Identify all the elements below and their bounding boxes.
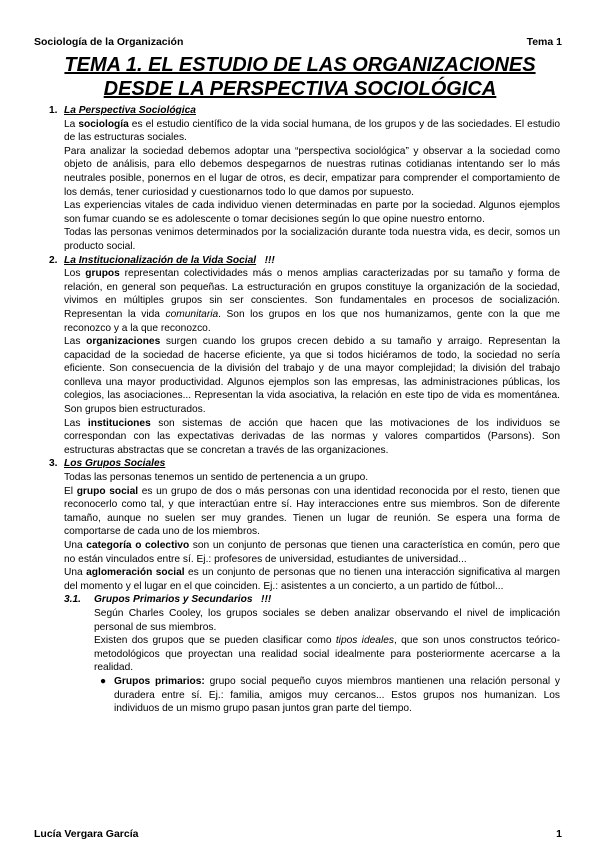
paragraph: Todas las personas tenemos un sentido de pertenencia a un grupo.: [64, 472, 369, 484]
section-label: La Institucionalización de la Vida Social: [64, 254, 257, 266]
page-title: [30, 53, 570, 101]
page-header: [34, 36, 562, 50]
paragraph: Existen dos grupos que se pueden clasificar como tipos ideales, que son unos constructos teórico-metodológicos que proyectan una realidad social idealmente para posteriormente acercarse a la realidad.: [94, 635, 560, 674]
paragraph: El grupo social es un grupo de dos o más personas con una identidad reconocida por el resto, tienen que reconocerlo como tal, y que interactúan entre sí. Hay interacciones entre sus miembros. Son de diferente tamaño, aunque no suelen ser muy grandes. Tienen un lugar de reunión. Se espera una forma de comportarse de cada uno de los miembros.: [64, 485, 561, 538]
footer-author: Lucía Vergara García: [34, 828, 139, 840]
paragraph: Las organizaciones surgen cuando los grupos crecen debido a su tamaño y arraigo. Representan la capacidad de la sociedad de hacerse eficiente, ya que si todos hiciéramos de todo, la sociedad no sería eficiente. Son consecuencia de la división del trabajo y de una mayor complejidad; la división del trabajo conlleva una mayor productividad. Algunos ejemplos son las empresas, las administraciones públicas, los colegios, las asociaciones... Representan la vida asociativa, la relación en este tipo de vida es momentánea. Son grupos bien estructurados.: [64, 336, 561, 416]
header-topic: Tema 1: [526, 36, 562, 48]
section-number: 2.: [49, 254, 58, 266]
bullet-item: ● Grupos primarios: grupo social pequeño cuyos miembros mantienen una relación personal y duradera entre sí. Ej.: familia, amigos muy cercanos... Estos grupos nos humanizan. Los individuos de un mismo grupo pasan juntos gran parte del tiempo.: [100, 675, 560, 715]
paragraph: Todas las personas venimos determinados por la socialización durante toda nuestra vida, es decir, somos un producto social.: [64, 227, 560, 252]
importance-mark: !!!: [264, 254, 275, 266]
subsection-number: 3.1.: [64, 594, 81, 606]
section-heading-2: [36, 254, 560, 268]
subsection-label: Grupos Primarios y Secundarios: [94, 594, 253, 606]
page-footer: [34, 828, 562, 842]
paragraph: Los grupos representan colectividades más o menos amplias caracterizadas por su tamaño y forma de relación, en general son pequeñas. La estructuración en grupos constituye la organización de la sociedad, vivimos en múltiples grupos sin ser conscientes. Son fundamentales en procesos de socialización. Representan la vida comunitaria. Son los grupos en los que nos humanizamos, gente con la que me reconozco y a la que reconozco.: [64, 268, 560, 334]
page-number: 1: [556, 828, 562, 840]
section-heading-3: [36, 457, 560, 471]
paragraph: La sociología es el estudio científico de la vida social humana, de los grupos y de las sociedades. El estudio de las estructuras sociales.: [64, 118, 560, 144]
title-line-2: DESDE LA PERSPECTIVA SOCIOLÓGICA: [103, 78, 497, 100]
section-number: 3.: [49, 458, 58, 470]
paragraph: Para analizar la sociedad debemos adoptar una “perspectiva sociológica” y observar a la sociedad como objeto de análisis, para ello debemos despegarnos de nuestras rutinas cotidianas intentando ser lo más neutrales posible, ponernos en el lugar de otros, es decir, empatizar para comprender el comportamiento de los demás, tener curiosidad y cuestionarnos todo lo que damos por supuesto.: [64, 145, 560, 198]
paragraph: Las experiencias vitales de cada individuo vienen determinadas en parte por la sociedad. Algunos ejemplos son fumar cuando se es adolescente o tomar decisiones según lo que opine nuestro entorno.: [64, 200, 560, 225]
section-label: La Perspectiva Sociológica: [64, 105, 196, 116]
header-subject: Sociología de la Organización: [34, 36, 184, 48]
paragraph: Las instituciones son sistemas de acción que hacen que las motivaciones de los individuos se correspondan con las expectativas derivadas de las normas y valores compartidos (Parsons). Son estructuras abstractas que se concretan a través de las organizaciones.: [64, 417, 560, 456]
paragraph: Una aglomeración social es un conjunto de personas que no tienen una interacción significativa al margen del momento y el lugar en el que coinciden. Ej.: asistentes a un concierto, a un partido de fútbol...: [64, 567, 561, 592]
bullet-icon: ●: [100, 675, 107, 687]
paragraph: Una categoría o colectivo son un conjunto de personas que tienen una característica en común, pero que no están vinculados entre sí. Ej.: profesores de universidad, estudiantes de universidad...: [64, 540, 560, 565]
subsection-heading-3-1: [36, 593, 560, 607]
section-label: Los Grupos Sociales: [64, 458, 166, 470]
title-line-1: TEMA 1. EL ESTUDIO DE LAS ORGANIZACIONES: [64, 54, 536, 76]
document-body: [36, 104, 560, 716]
importance-mark: !!!: [261, 594, 272, 606]
section-number: 1.: [49, 105, 58, 116]
paragraph: Según Charles Cooley, los grupos sociales se deben analizar observando el nivel de implicación personal de sus miembros.: [94, 607, 560, 633]
section-heading-1: [36, 104, 560, 118]
